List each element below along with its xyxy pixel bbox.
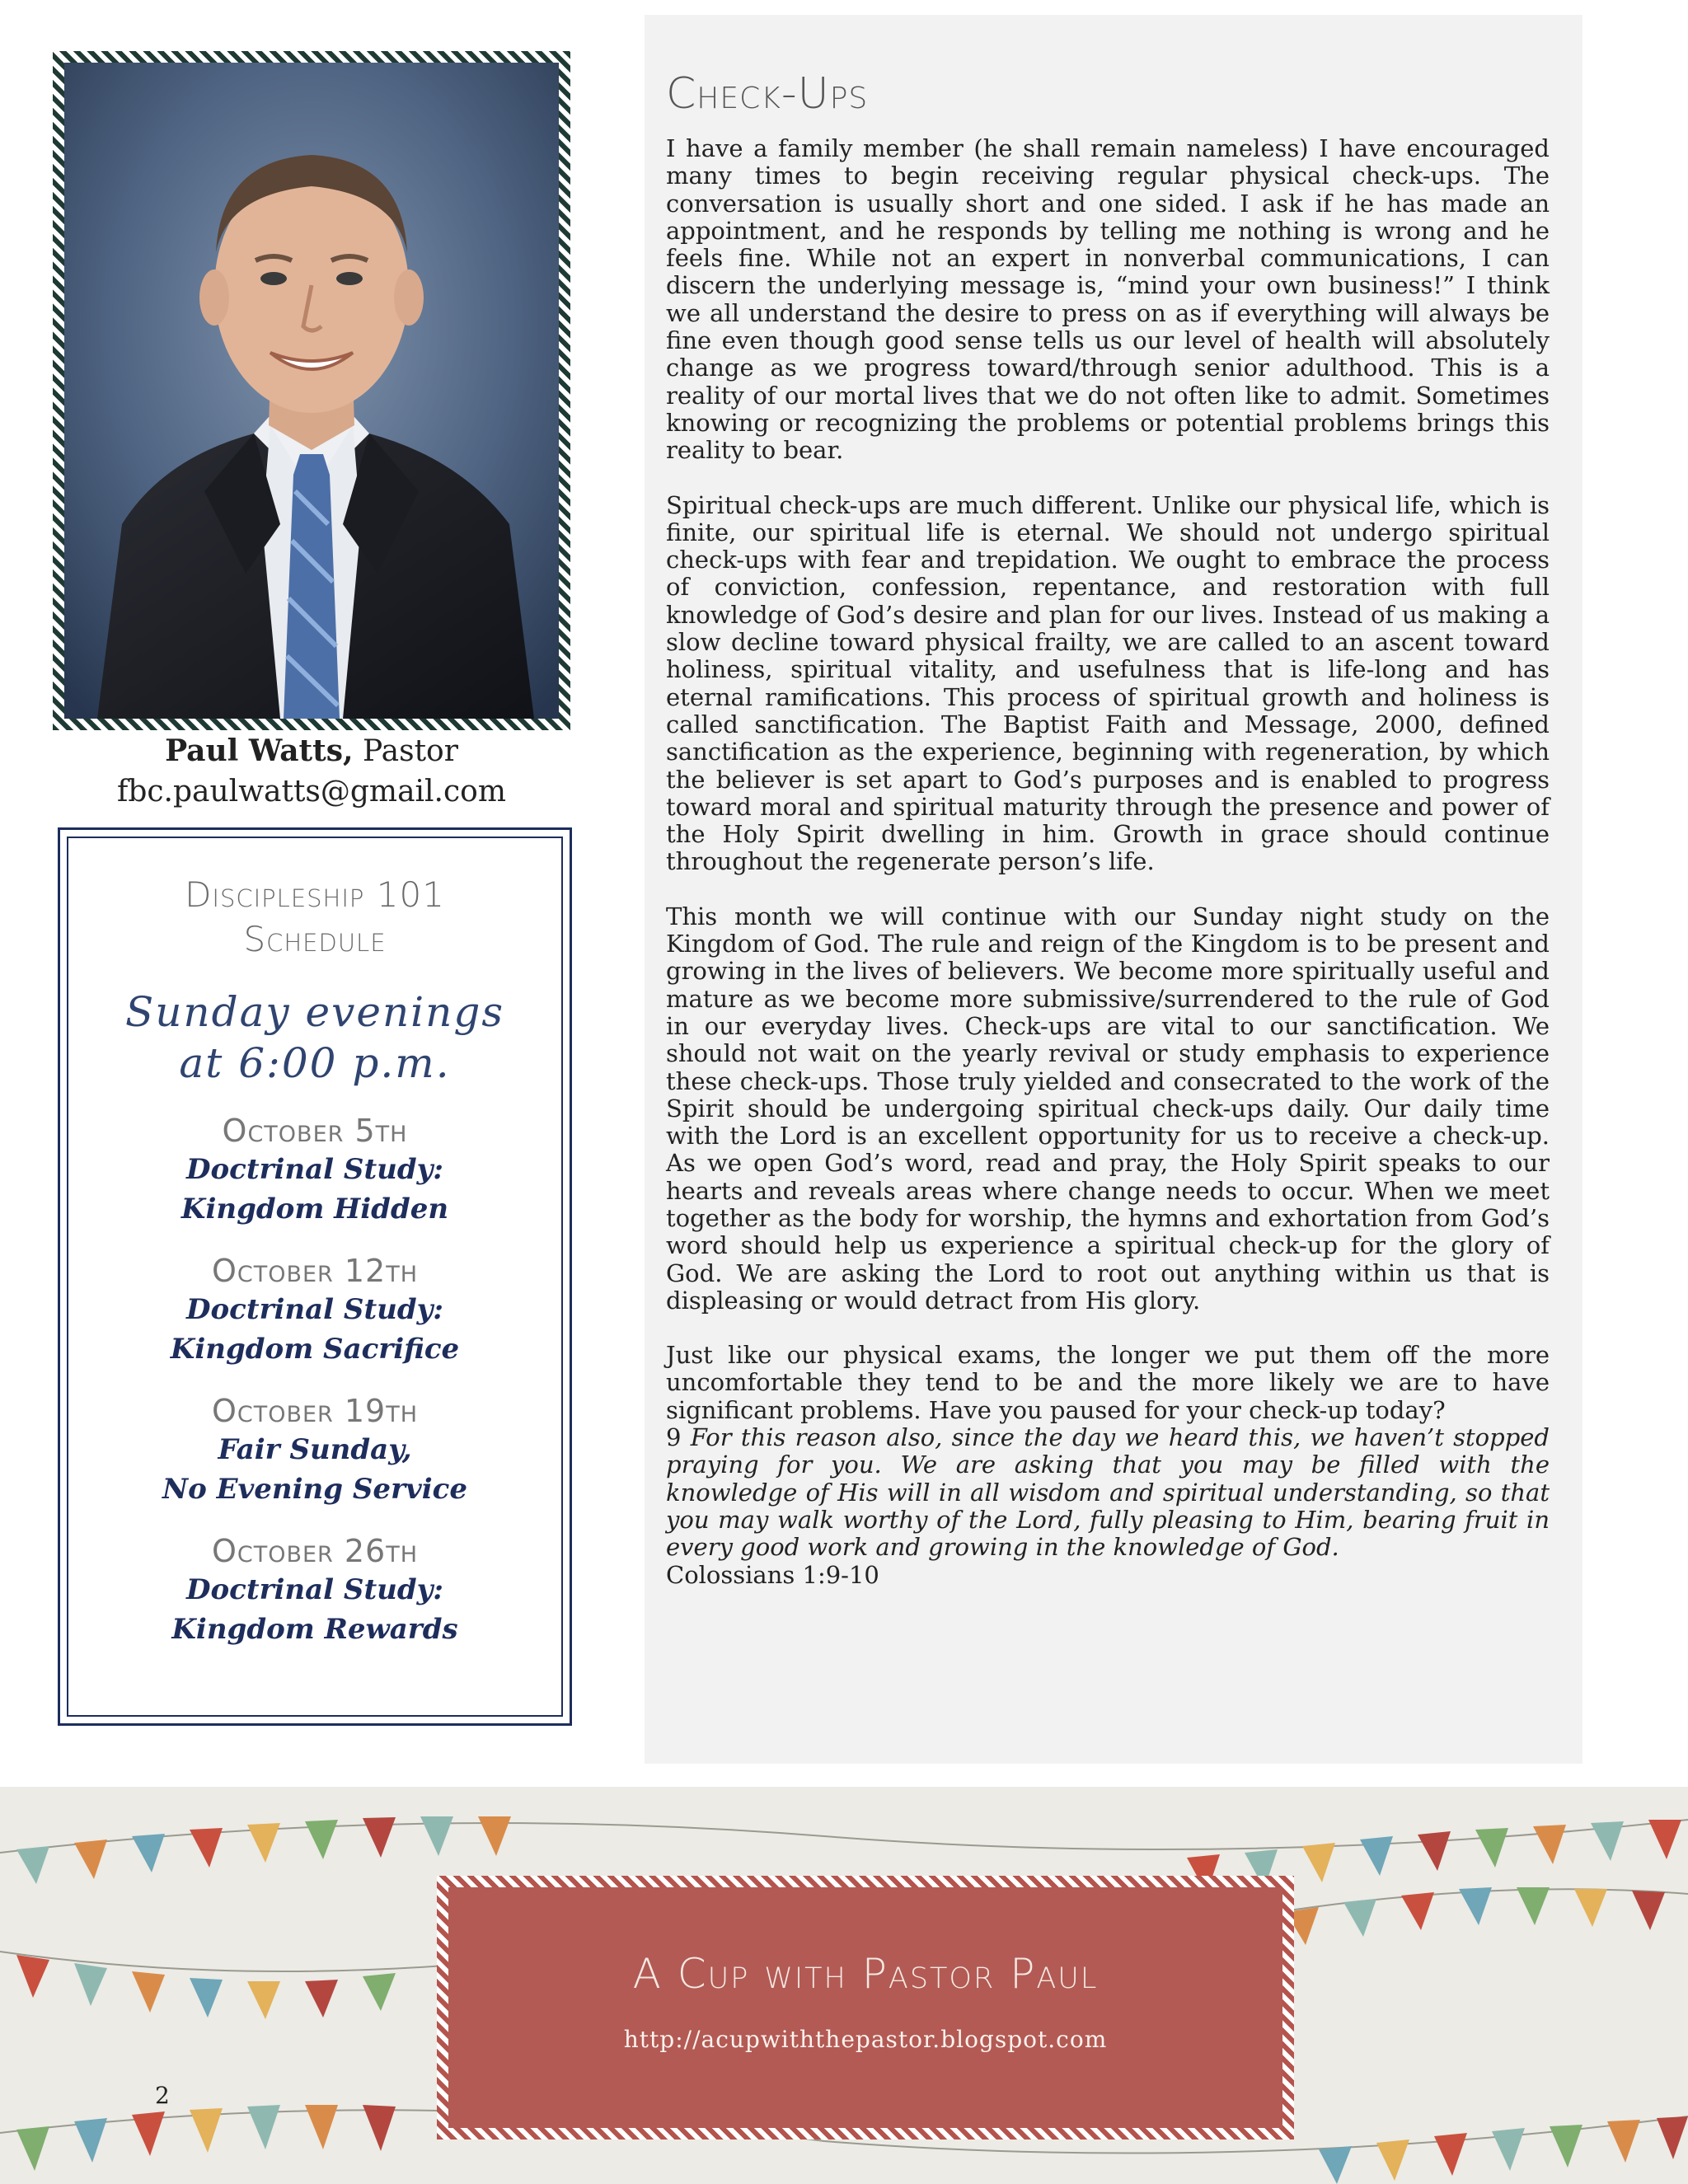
schedule-title	[68, 873, 561, 962]
pastor-name: Paul Watts,	[165, 733, 354, 768]
verse-text: For this reason also, since the day we heard this, we haven’t stopped praying for you. We are asking that you may be filled with the knowledge of His will in all wisdom and spiritual understanding, so that you may walk worthy of the Lord, fully pleasing to Him, bearing fruit in every good work and growing in the knowledge of God.	[666, 1423, 1550, 1562]
schedule-topic-line2: No Evening Service	[162, 1473, 467, 1506]
schedule-date: October 5th	[222, 1113, 408, 1149]
article-title: Check-Ups	[666, 69, 869, 119]
schedule-time-line1: Sunday evenings	[124, 988, 505, 1036]
pastor-role: Pastor	[353, 734, 458, 768]
schedule-item	[68, 1112, 561, 1229]
schedule-date: October 12th	[211, 1253, 419, 1289]
article-body	[666, 135, 1550, 1589]
schedule-topic-line1: Doctrinal Study:	[186, 1573, 443, 1606]
pastor-photo-frame	[53, 51, 570, 730]
schedule-title-line1: Discipleship 101	[185, 874, 445, 915]
blog-url[interactable]: http://acupwiththepastor.blogspot.com	[623, 2026, 1108, 2053]
article-panel	[645, 15, 1582, 1764]
schedule-time	[68, 987, 561, 1089]
schedule-topic-line2: Kingdom Hidden	[181, 1193, 449, 1226]
article-paragraph: This month we will continue with our Sunday night study on the Kingdom of God. The rule and reign of the Kingdom is to be present and growing in the lives of believers. We become more spiritually useful and mature as we become more submissive/surrendered to the rule of God in our everyday lives. Check-ups are vital to our sanctification. We should not wait on the yearly revival or study emphasis to experience these check-ups. Those truly yielded and consecrated to the work of the Spirit should be undergoing spiritual check-ups daily. Our daily time with the Lord is an excellent opportunity for us to receive a check-up. As we open God’s word, read and pray, the Holy Spirit speaks to our hearts and reveals areas where change needs to occur. When we meet together as the body for worship, the hymns and exhortation from God’s word should help us experience a spiritual check-up for the glory of God. We are asking the Lord to root out anything within us that is displeasing or would detract from His glory.	[666, 902, 1550, 1315]
verse-number: 9	[666, 1423, 691, 1452]
verse-reference: Colossians 1:9-10	[666, 1560, 879, 1589]
schedule-topic-line1: Doctrinal Study:	[186, 1293, 443, 1326]
article-paragraph: Just like our physical exams, the longer we put them off the more uncomfortable they tend to be and the more likely we are to have significant problems. Have you paused for your check-up today?	[666, 1341, 1550, 1424]
article-paragraph: I have a family member (he shall remain nameless) I have encouraged many times to begin receiving regular physical check-ups. The conversation is usually short and one sided. I ask if he has made an appointment, and he responds by telling me nothing is wrong and he feels fine. While not an expert in nonverbal communications, I can discern the underlying message is, “mind your own business!” I think we all understand the desire to press on as if everything will always be fine even though good sense tells us our level of health will absolutely change as we progress toward/through senior adulthood. This is a reality of our mortal lives that we do not often like to admit. Sometimes knowing or recognizing the problems or potential problems brings this reality to bear.	[666, 134, 1550, 465]
schedule-item	[68, 1532, 561, 1649]
blog-title: A Cup with Pastor Paul	[632, 1950, 1099, 1998]
schedule-item	[68, 1392, 561, 1509]
article-paragraph: Spiritual check-ups are much different. Unlike our physical life, which is finite, our spiritual life is eternal. We should not undergo spiritual check-ups with fear and trepidation. We ought to embrace the process of conviction, confession, repentance, and restoration with full knowledge of God’s desire and plan for our lives. Instead of us making a slow decline toward physical frailty, we are called to an ascent toward holiness, spiritual vitality, and usefulness that is life-long and has eternal ramifications. This process of spiritual growth and holiness is called sanctification. The Baptist Faith and Message, 2000, defined sanctification as the experience, beginning with regeneration, by which the believer is set apart to God’s purposes and is enabled to progress toward moral and spiritual maturity through the presence and power of the Holy Spirit dwelling in him. Growth in grace should continue throughout the regenerate person’s life.	[666, 490, 1550, 876]
blog-banner-frame	[437, 1876, 1294, 2139]
schedule-date: October 19th	[211, 1393, 419, 1429]
schedule-date: October 26th	[211, 1533, 419, 1569]
footer-banner	[0, 1787, 1688, 2184]
page-number: 2	[155, 2082, 170, 2109]
schedule-topic-line2: Kingdom Rewards	[171, 1613, 458, 1646]
schedule-inner-border	[67, 837, 563, 1717]
article-closing	[666, 1342, 1550, 1589]
schedule-topic-line1: Fair Sunday,	[218, 1433, 412, 1466]
schedule-item	[68, 1252, 561, 1369]
schedule-title-line2: Schedule	[243, 919, 387, 959]
schedule-topic-line1: Doctrinal Study:	[186, 1153, 443, 1186]
pastor-photo	[64, 63, 559, 719]
discipleship-schedule-box	[58, 827, 572, 1726]
blog-banner	[448, 1887, 1282, 2128]
pastor-email: fbc.paulwatts@gmail.com	[117, 775, 506, 808]
pastor-name-caption	[53, 733, 570, 768]
schedule-topic-line2: Kingdom Sacrifice	[170, 1333, 460, 1366]
schedule-time-line2: at 6:00 p.m.	[179, 1039, 451, 1087]
